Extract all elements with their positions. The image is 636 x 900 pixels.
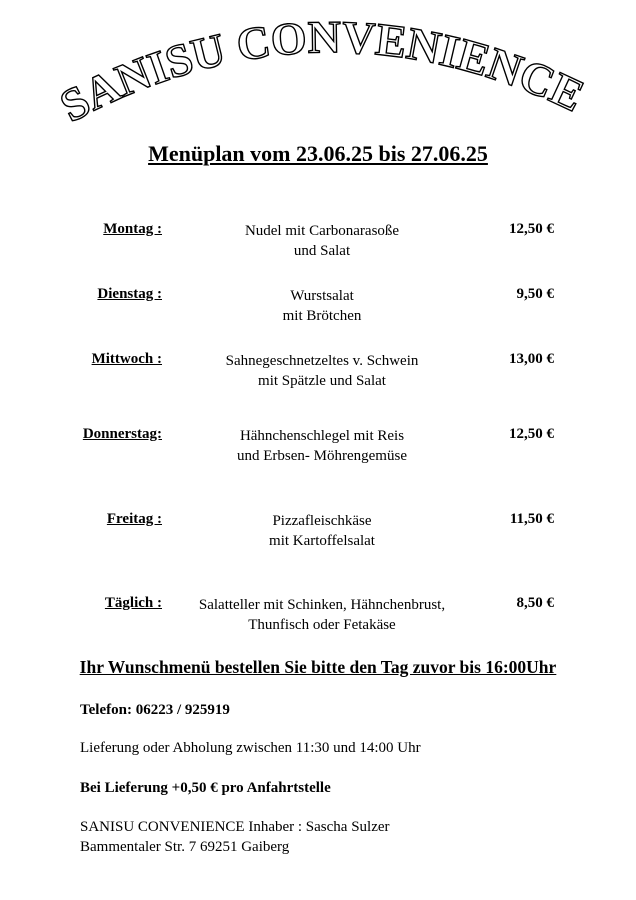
dish-line-2: mit Kartoffelsalat: [269, 533, 375, 549]
svg-text:SANISU CONVENIENCE: [52, 11, 592, 131]
brand-arc-text: SANISU CONVENIENCE: [51, 11, 592, 132]
delivery-fee: Bei Lieferung +0,50 € pro Anfahrtstelle: [80, 780, 331, 796]
dish-line-1: Wurstsalat: [290, 288, 354, 304]
dish-price: 11,50 €: [509, 511, 554, 527]
day-label: Donnerstag:: [82, 426, 162, 442]
day-label: Täglich :: [104, 595, 162, 611]
dish-line-1: Nudel mit Carbonarasoße: [244, 223, 400, 239]
dish-description: [162, 511, 482, 551]
brand-logo: [0, 0, 636, 140]
day-label: Freitag :: [106, 511, 162, 527]
dish-line-2: Thunfisch oder Fetakäse: [248, 617, 396, 633]
address-line-2: Bammentaler Str. 7 69251 Gaiberg: [80, 839, 290, 855]
dish-price: 9,50 €: [516, 286, 554, 302]
dish-description: [162, 351, 482, 391]
menu-row-dienstag: [0, 286, 636, 336]
menu-row-freitag: [0, 511, 636, 561]
dish-line-1: Salatteller mit Schinken, Hähnchenbrust,: [198, 597, 446, 613]
dish-line-1: Hähnchenschlegel mit Reis: [239, 428, 405, 444]
menu-row-mittwoch: [0, 351, 636, 401]
dish-line-1: Sahnegeschnetzeltes v. Schwein: [225, 353, 419, 369]
day-label: Dienstag :: [97, 286, 162, 302]
dish-description: [162, 595, 482, 635]
dish-line-2: mit Brötchen: [282, 308, 362, 324]
dish-description: [162, 286, 482, 326]
dish-line-2: mit Spätzle und Salat: [258, 373, 386, 389]
dish-price: 12,50 €: [509, 426, 554, 442]
dish-line-1: Pizzafleischkäse: [272, 513, 372, 529]
delivery-times: Lieferung oder Abholung zwischen 11:30 und 14:00 Uhr: [80, 740, 421, 756]
dish-price: 12,50 €: [509, 221, 554, 237]
menu-row-taeglich: [0, 595, 636, 645]
dish-price: 13,00 €: [509, 351, 554, 367]
day-label: Montag :: [103, 221, 162, 237]
menu-row-montag: [0, 221, 636, 271]
dish-line-2: und Salat: [293, 243, 351, 259]
menu-row-donnerstag: [0, 426, 636, 476]
dish-description: [162, 221, 482, 261]
order-note: Ihr Wunschmenü bestellen Sie bitte den Tag zuvor bis 16:00Uhr: [79, 657, 557, 677]
dish-price: 8,50 €: [516, 595, 554, 611]
day-label: Mittwoch :: [91, 351, 162, 367]
dish-description: [162, 426, 482, 466]
menu-title: Menüplan vom 23.06.25 bis 27.06.25: [148, 141, 488, 166]
phone-number: Telefon: 06223 / 925919: [80, 702, 230, 718]
dish-line-2: und Erbsen- Möhrengemüse: [237, 448, 407, 464]
address-line-1: SANISU CONVENIENCE Inhaber : Sascha Sulzer: [80, 819, 390, 835]
